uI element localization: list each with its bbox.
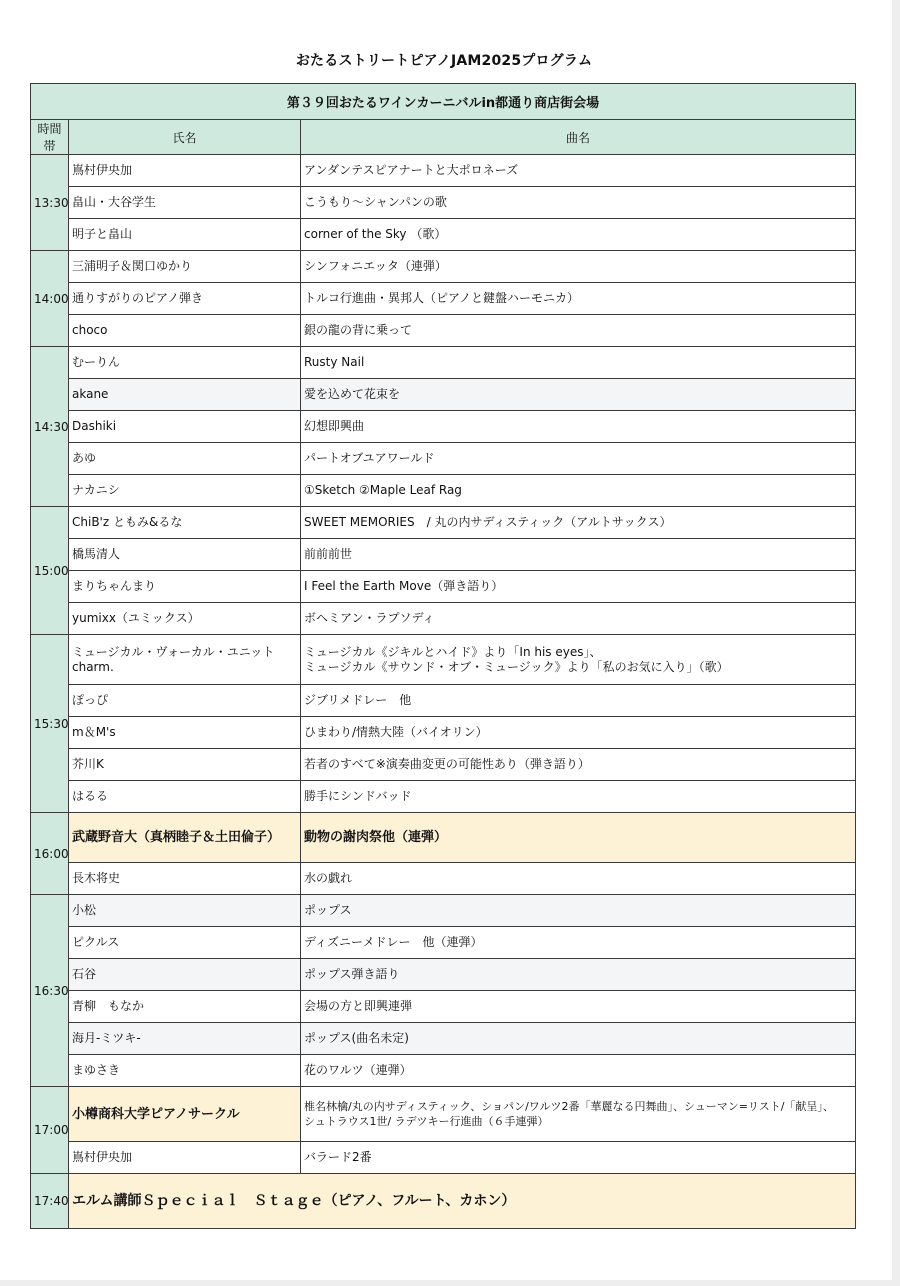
table-row [31,283,856,315]
performer-name: 小松 [69,895,301,927]
page-right-edge [892,0,900,1286]
table-row [31,895,856,927]
song-title: こうもり〜シャンパンの歌 [301,187,856,219]
table-row [31,571,856,603]
table-row [31,347,856,379]
song-title: ひまわり/情熱大陸（バイオリン） [301,717,856,749]
song-title: 若者のすべて※演奏曲変更の可能性あり（弾き語り） [301,749,856,781]
table-row [31,781,856,813]
song-title-line-1: 椎名林檎/丸の内サディスティック、ショパン/ワルツ2番「華麗なる円舞曲」、シューマン=リスト/「献呈」、 [304,1100,834,1113]
song-title-line-2: シュトラウス1世/ ラデツキー行進曲（６手連弾） [304,1115,549,1128]
venue-title: 第３９回おたるワインカーニバルin都通り商店街会場 [31,84,856,120]
performer-name: まゆさき [69,1055,301,1087]
table-row [31,443,856,475]
song-title: ボヘミアン・ラプソディ [301,603,856,635]
performer-name: 橋馬清人 [69,539,301,571]
performer-name: 畠山・大谷学生 [69,187,301,219]
performer-name: ぽっぴ [69,685,301,717]
table-row [31,1023,856,1055]
song-title: ポップス弾き語り [301,959,856,991]
performer-name: むーりん [69,347,301,379]
performer-name: 石谷 [69,959,301,991]
performer-name: 通りすがりのピアノ弾き [69,283,301,315]
song-title: I Feel the Earth Move（弾き語り） [301,571,856,603]
table-row [31,475,856,507]
special-stage-title: エルム講師Ｓｐｅｃｉａｌ Ｓｔａｇｅ（ピアノ、フルート、カホン） [69,1174,856,1229]
col-header-time: 時間帯 [31,120,69,155]
song-title: 花のワルツ（連弾） [301,1055,856,1087]
table-row [31,1055,856,1087]
performer-name: 三浦明子＆関口ゆかり [69,251,301,283]
performer-name: 小樽商科大学ピアノサークル [69,1087,301,1142]
table-row [31,155,856,187]
table-row [31,717,856,749]
table-row [31,635,856,685]
table-row [31,863,856,895]
performer-name: 明子と畠山 [69,219,301,251]
song-title: アンダンテスピアナートと大ポロネーズ [301,155,856,187]
performer-name-line-1: ミュージカル・ヴォーカル・ユニット [72,644,275,659]
song-title: ディズニーメドレー 他（連弾） [301,927,856,959]
performer-name: ピクルス [69,927,301,959]
performer-name: あゆ [69,443,301,475]
table-row [31,749,856,781]
performer-name-line-2: charm. [72,659,114,674]
song-title: ポップス(曲名未定) [301,1023,856,1055]
table-row [31,315,856,347]
time-slot: 15:30 [31,635,69,813]
time-slot: 13:30 [31,155,69,251]
song-title: 愛を込めて花束を [301,379,856,411]
performer-name: akane [69,379,301,411]
song-title: パートオブユアワールド [301,443,856,475]
song-title: 幻想即興曲 [301,411,856,443]
table-row-special-stage [31,1174,856,1229]
song-title [301,635,856,685]
table-row [31,539,856,571]
header-row [31,120,856,155]
performer-name: 芥川K [69,749,301,781]
table-row [31,219,856,251]
time-slot: 16:00 [31,813,69,895]
song-title: 会場の方と即興連弾 [301,991,856,1023]
table-row [31,1142,856,1174]
performer-name: ナカニシ [69,475,301,507]
col-header-song: 曲名 [301,120,856,155]
table-row [31,685,856,717]
table-row [31,187,856,219]
song-title: シンフォニエッタ（連弾） [301,251,856,283]
table-row [31,251,856,283]
time-slot: 15:00 [31,507,69,635]
venue-row [31,84,856,120]
song-title: ジブリメドレー 他 [301,685,856,717]
song-title: 水の戯れ [301,863,856,895]
performer-name: choco [69,315,301,347]
page-bottom-edge [0,1280,900,1286]
song-title: トルコ行進曲・異邦人（ピアノと鍵盤ハーモニカ） [301,283,856,315]
time-slot: 14:00 [31,251,69,347]
time-slot: 14:30 [31,347,69,507]
song-title: SWEET MEMORIES / 丸の内サディスティック（アルトサックス） [301,507,856,539]
table-row [31,927,856,959]
performer-name: まりちゃんまり [69,571,301,603]
performer-name [69,635,301,685]
song-title: ポップス [301,895,856,927]
song-title: corner of the Sky （歌） [301,219,856,251]
song-title: 前前前世 [301,539,856,571]
table-row [31,507,856,539]
performer-name: ChiB'z ともみ&るな [69,507,301,539]
song-title: Rusty Nail [301,347,856,379]
performer-name: 武蔵野音大（真柄睦子＆土田倫子） [69,813,301,863]
song-title: 銀の龍の背に乗って [301,315,856,347]
table-row-featured [31,813,856,863]
time-slot: 17:00 [31,1087,69,1174]
time-slot: 16:30 [31,895,69,1087]
program-table [30,83,856,1229]
performer-name: はるる [69,781,301,813]
song-title: 動物の謝肉祭他（連弾） [301,813,856,863]
performer-name: 青柳 もなか [69,991,301,1023]
performer-name: 海月-ミツキ- [69,1023,301,1055]
performer-name: Dashiki [69,411,301,443]
song-title: 勝手にシンドバッド [301,781,856,813]
performer-name: 嶌村伊央加 [69,155,301,187]
table-row [31,959,856,991]
time-slot: 17:40 [31,1174,69,1229]
table-row [31,379,856,411]
table-row [31,991,856,1023]
performer-name: yumixx（ユミックス） [69,603,301,635]
page-title: おたるストリートピアノJAM2025プログラム [295,53,593,69]
song-title-line-1: ミュージカル《ジキルとハイド》より「In his eyes」、 [304,644,602,659]
table-row-featured [31,1087,856,1142]
song-title [301,1087,856,1142]
performer-name: m＆M's [69,717,301,749]
table-row [31,603,856,635]
table-row [31,411,856,443]
song-title-line-2: ミュージカル《サウンド・オブ・ミュージック》より「私のお気に入り」（歌） [304,659,729,674]
col-header-name: 氏名 [69,120,301,155]
song-title: バラード2番 [301,1142,856,1174]
song-title: ①Sketch ②Maple Leaf Rag [301,475,856,507]
performer-name: 嶌村伊央加 [69,1142,301,1174]
performer-name: 長木将史 [69,863,301,895]
